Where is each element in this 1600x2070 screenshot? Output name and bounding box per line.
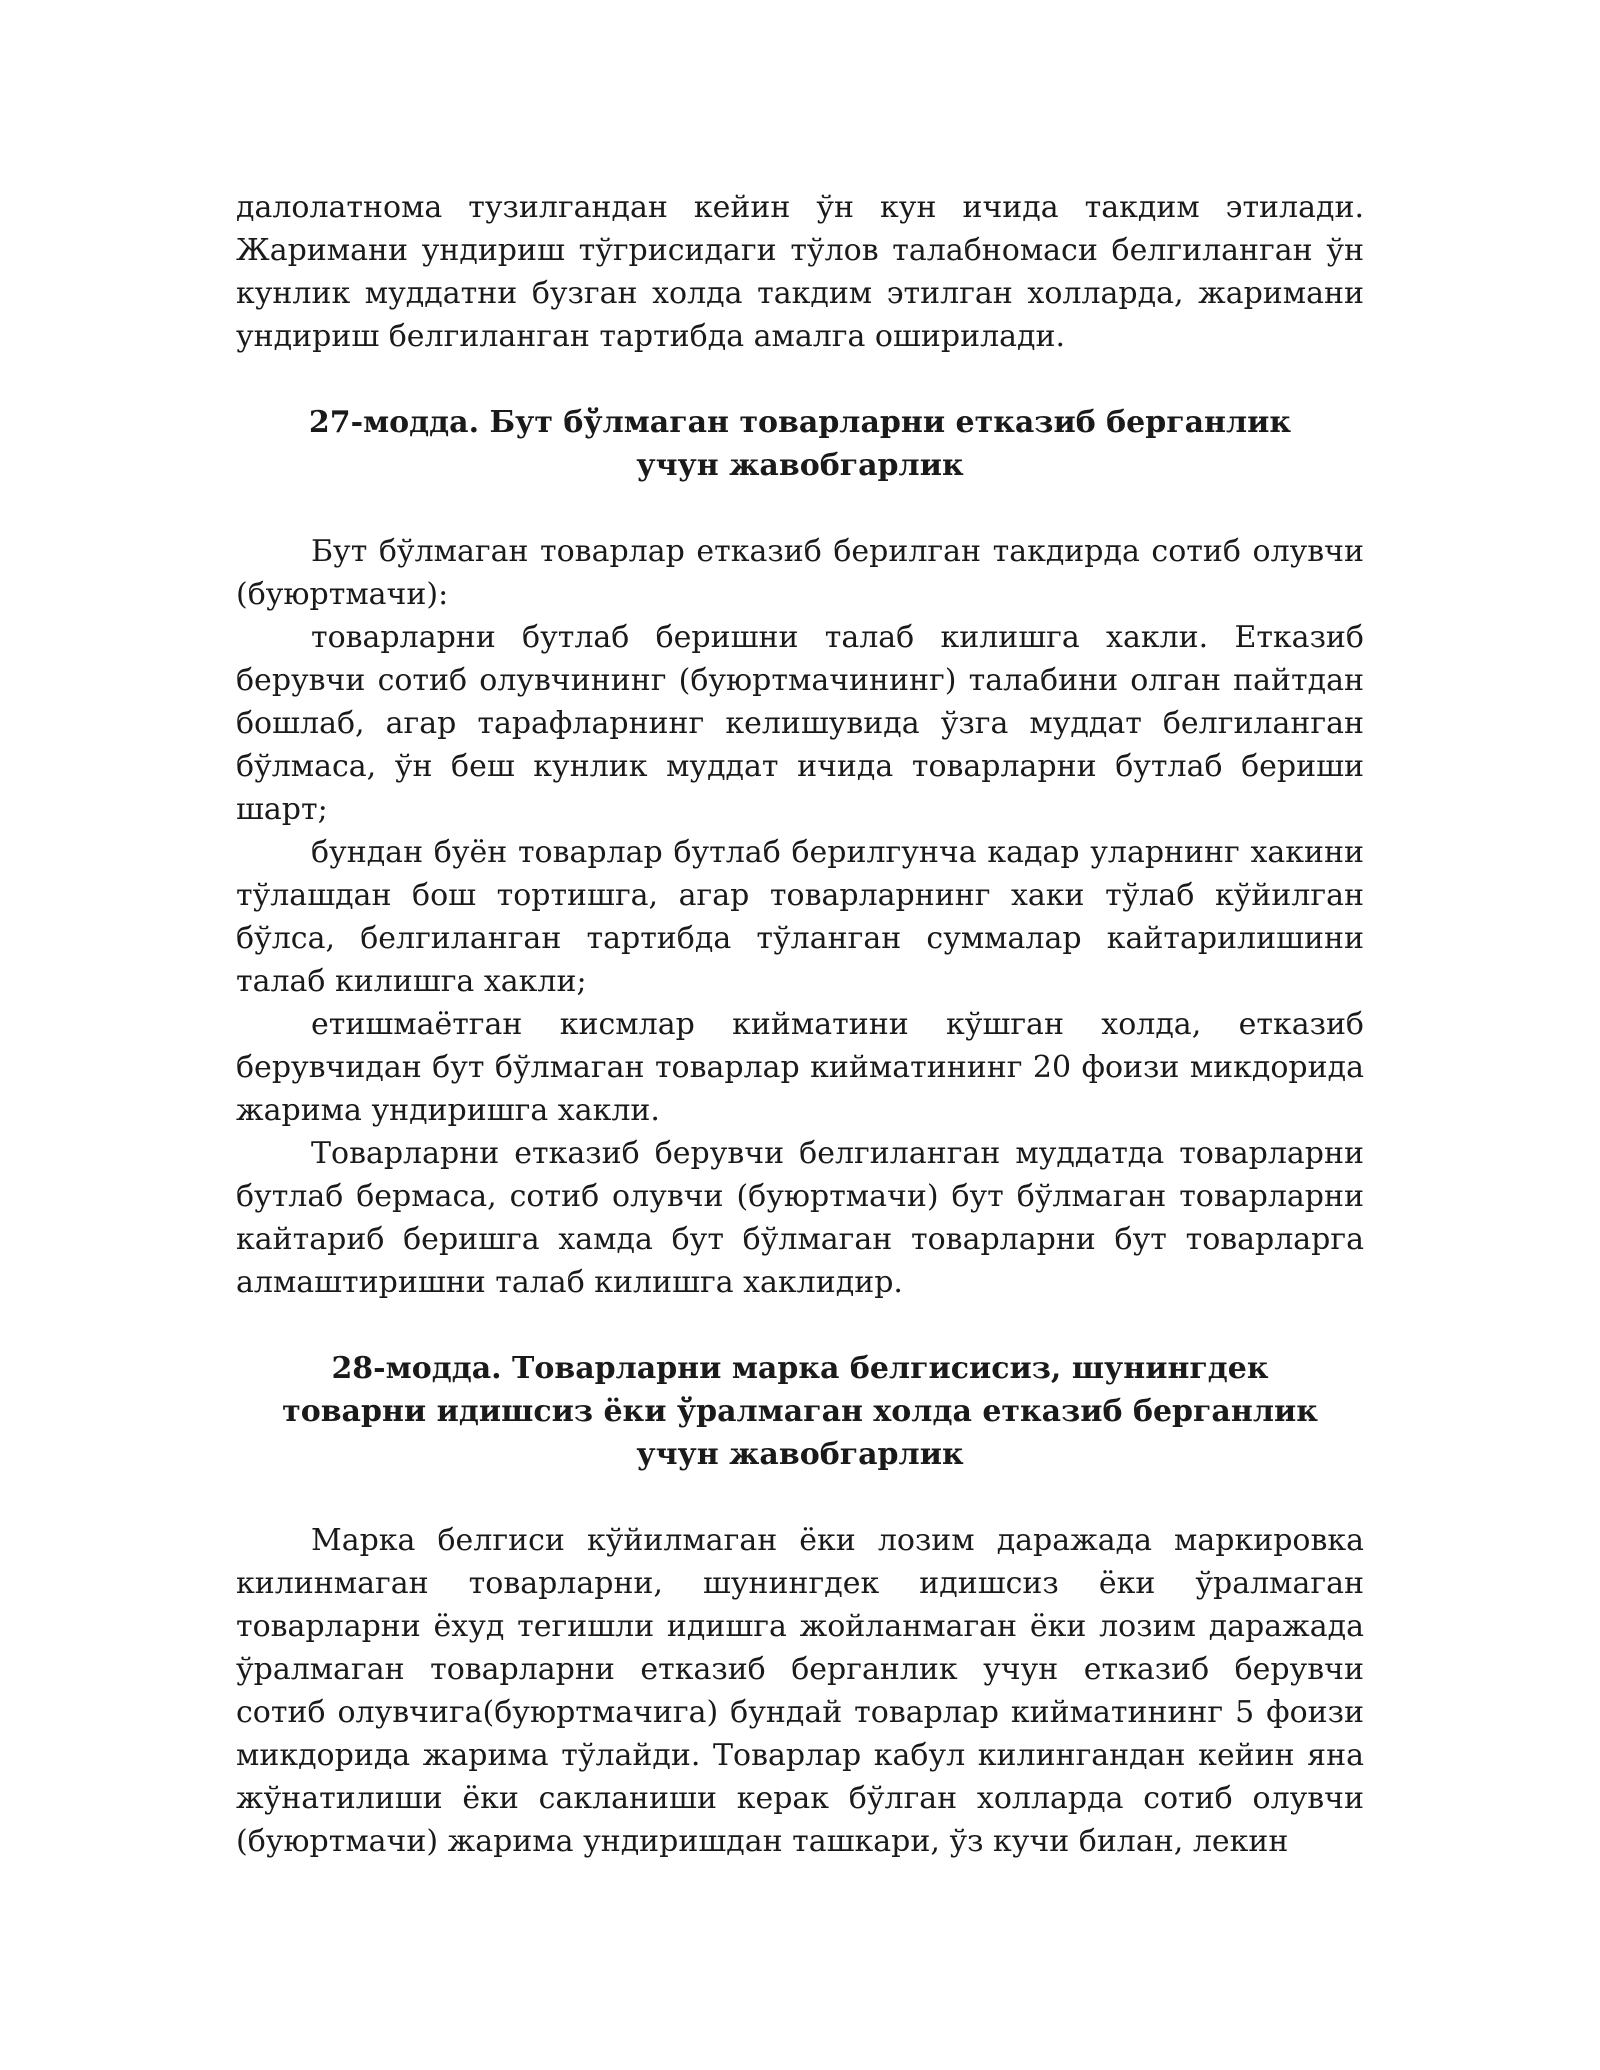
article-27-paragraph: етишмаётган кисмлар кийматини кўшган холда, етказиб берувчидан бут бўлмаган товарлар кийматининг 20 фоизи микдорида жарима ундиришга хакли.: [236, 1007, 1364, 1128]
article-27-paragraph: товарларни бутлаб беришни талаб килишга хакли. Етказиб берувчи сотиб олувчининг (буюртмачининг) талабини олган пайтдан бошлаб, агар тарафларнинг келишувида ўзга муддат белгиланган бўлмаса, ўн беш кунлик муддат ичида товарларни бутлаб бериши шарт;: [236, 620, 1364, 827]
article-27-heading: 27-модда. Бут бўлмаган товарларни етказиб берганлик учун жавобгарлик: [308, 405, 1292, 483]
article-27-paragraph: Бут бўлмаган товарлар етказиб берилган такдирда сотиб олувчи (буюртмачи):: [236, 534, 1364, 612]
spacer: [236, 1476, 1364, 1519]
spacer: [236, 487, 1364, 530]
document-page: [236, 186, 1364, 1863]
article-28-heading: 28-модда. Товарларни марка белгисисиз, шунингдек товарни идишсиз ёки ўралмаган холда етказиб берганлик учун жавобгарлик: [282, 1351, 1318, 1472]
article-27-paragraph: Товарларни етказиб берувчи белгиланган муддатда товарларни бутлаб бермаса, сотиб олувчи (буюртмачи) бут бўлмаган товарларни кайтариб беришга хамда бут бўлмаган товарларни бут товарларга алмаштиришни талаб килишга хаклидир.: [236, 1136, 1364, 1300]
spacer: [236, 1304, 1364, 1347]
spacer: [236, 358, 1364, 401]
article-28-paragraph: Марка белгиси кўйилмаган ёки лозим даражада маркировка килинмаган товарларни, шунингдек идишсиз ёки ўралмаган товарларни ёхуд тегишли идишга жойланмаган ёки лозим даражада ўралмаган товарларни етказиб берганлик учун етказиб берувчи сотиб олувчига(буюртмачига) бундай товарлар кийматининг 5 фоизи микдорида жарима тўлайди. Товарлар кабул килингандан кейин яна жўнатилиши ёки сакланиши керак бўлган холларда сотиб олувчи (буюртмачи) жарима ундиришдан ташкари, ўз кучи билан, лекин: [236, 1523, 1364, 1859]
intro-paragraph: далолатнома тузилгандан кейин ўн кун ичида такдим этилади. Жаримани ундириш тўгрисидаги тўлов талабномаси белгиланган ўн кунлик муддатни бузган холда такдим этилган холларда, жаримани ундириш белгиланган тартибда амалга оширилади.: [236, 190, 1364, 354]
article-27-paragraph: бундан буён товарлар бутлаб берилгунча кадар уларнинг хакини тўлашдан бош тортишга, агар товарларнинг хаки тўлаб кўйилган бўлса, белгиланган тартибда тўланган суммалар кайтарилишини талаб килишга хакли;: [236, 835, 1364, 999]
